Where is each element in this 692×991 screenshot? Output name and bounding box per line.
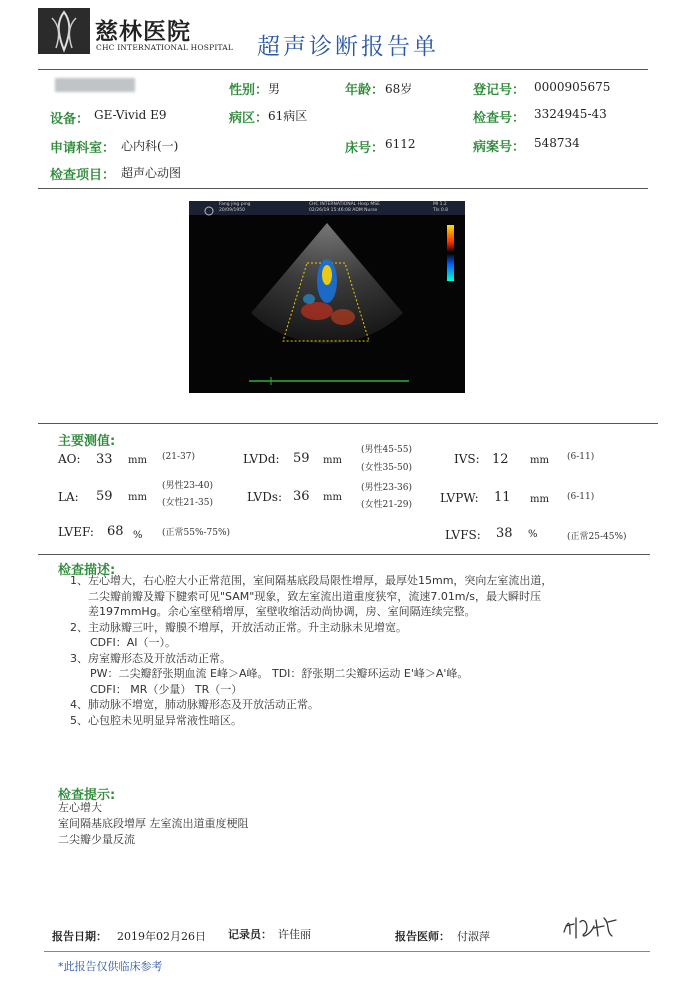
description-line: 1、左心增大，右心腔大小正常范围，室间隔基底段局限性增厚，最厚处15mm，突向左室流出道， bbox=[70, 574, 553, 587]
lvdd-value: 59 bbox=[293, 451, 310, 466]
doctor-value: 付淑萍 bbox=[457, 930, 490, 943]
lvfs-range: (正常25-45%) bbox=[567, 532, 627, 542]
lvds-value: 36 bbox=[293, 489, 310, 504]
reg-value: 0000905675 bbox=[534, 80, 611, 94]
ao-range: (21-37) bbox=[162, 452, 195, 462]
ivs-label: IVS: bbox=[454, 452, 480, 466]
lvpw-value: 11 bbox=[494, 490, 511, 505]
lvds-range-male: (男性23-36) bbox=[361, 483, 412, 493]
ivs-value: 12 bbox=[492, 452, 509, 467]
item-value: 超声心动图 bbox=[121, 166, 182, 180]
hospital-name: 慈林医院 bbox=[95, 18, 191, 45]
us-date-text: 02/26/19 15:46:08 ADM Nurse bbox=[309, 208, 378, 213]
reg-label: 登记号： bbox=[473, 83, 526, 98]
gender-label: 性别： bbox=[229, 83, 269, 98]
recorder-value: 许佳丽 bbox=[278, 928, 311, 941]
lvds-unit: mm bbox=[323, 492, 342, 503]
description-title: 检查描述: bbox=[58, 563, 116, 578]
lvdd-range-male: (男性45-55) bbox=[361, 445, 412, 455]
report-date-value: 2019年02月26日 bbox=[117, 930, 206, 943]
exam-no-label: 检查号： bbox=[473, 111, 526, 126]
la-unit: mm bbox=[128, 492, 147, 503]
lvfs-value: 38 bbox=[496, 526, 513, 541]
us-mi-text: MI 1.2 bbox=[433, 202, 447, 207]
lvpw-range: (6-11) bbox=[567, 492, 595, 502]
us-tis-text: TIs 0.8 bbox=[433, 208, 449, 213]
lvdd-unit: mm bbox=[323, 455, 342, 466]
lvdd-label: LVDd: bbox=[243, 452, 280, 466]
age-label: 年龄： bbox=[345, 83, 385, 98]
lvds-label: LVDs: bbox=[247, 490, 283, 504]
lvds-range-female: (女性21-29) bbox=[361, 500, 412, 510]
description-line: 2、主动脉瓣三叶，瓣膜不增厚，开放活动正常。升主动脉未见增宽。 bbox=[70, 620, 407, 634]
description-line: 二尖瓣前瓣及瓣下腱索可见"SAM"现象，致左室流出道重度狭窄，流速7.01m/s，最大瞬时压 bbox=[88, 589, 541, 603]
conclusion-body bbox=[58, 800, 249, 848]
exam-no-value: 3324945-43 bbox=[534, 107, 607, 121]
hospital-name-en: CHC INTERNATIONAL HOSPITAL bbox=[96, 43, 234, 52]
logo-emblem-icon bbox=[38, 8, 90, 54]
dept-label: 申请科室： bbox=[50, 141, 116, 156]
device-label: 设备： bbox=[50, 112, 90, 127]
lvef-range: (正常55%-75%) bbox=[162, 528, 231, 538]
us-patient-text: Fang jing ping bbox=[219, 202, 251, 207]
device-value: GE-Vivid E9 bbox=[94, 108, 167, 122]
hospital-logo bbox=[38, 8, 90, 54]
description-line: CDFI： MR（少量） TR（一） bbox=[90, 682, 243, 696]
la-range-female: (女性21-35) bbox=[162, 498, 213, 508]
lvpw-unit: mm bbox=[530, 494, 549, 505]
conclusion-line: 左心增大 bbox=[58, 801, 102, 814]
bed-label: 床号： bbox=[345, 141, 385, 156]
conclusion-title: 检查提示: bbox=[58, 788, 116, 803]
lvfs-label: LVFS: bbox=[445, 528, 481, 542]
dept-value: 心内科(一) bbox=[121, 139, 179, 153]
ward-label: 病区： bbox=[229, 111, 269, 126]
doctor-signature bbox=[560, 912, 620, 942]
lvef-label: LVEF: bbox=[58, 525, 94, 539]
age-value: 68岁 bbox=[385, 82, 413, 96]
report-date-label: 报告日期： bbox=[52, 930, 107, 943]
bed-value: 6112 bbox=[385, 137, 416, 151]
lvpw-label: LVPW: bbox=[440, 491, 479, 505]
description-body bbox=[62, 573, 652, 728]
report-title: 超声诊断报告单 bbox=[257, 34, 439, 60]
case-label: 病案号： bbox=[473, 140, 526, 155]
ao-value: 33 bbox=[96, 452, 113, 467]
conclusion-line: 二尖瓣少量反流 bbox=[58, 833, 135, 846]
recorder-label: 记录员： bbox=[228, 928, 272, 941]
description-line: 4、肺动脉不增宽，肺动脉瓣形态及开放活动正常。 bbox=[70, 698, 319, 711]
us-dob-text: 20/09/1950 bbox=[219, 208, 245, 213]
doctor-label: 报告医师： bbox=[395, 930, 450, 943]
lvef-unit: % bbox=[133, 530, 143, 541]
lvef-value: 68 bbox=[107, 524, 124, 539]
la-value: 59 bbox=[96, 489, 113, 504]
lvfs-unit: % bbox=[528, 529, 538, 540]
ao-label: AO: bbox=[58, 452, 81, 466]
description-line: 3、房室瓣形态及开放活动正常。 bbox=[70, 651, 231, 665]
footer-note: *此报告仅供临床参考 bbox=[58, 960, 163, 973]
lvdd-range-female: (女性35-50) bbox=[361, 463, 412, 473]
description-line: PW：二尖瓣舒张期血流 E峰＞A峰。 TDI：舒张期二尖瓣环运动 E'峰＞A'峰。 bbox=[90, 667, 469, 680]
case-value: 548734 bbox=[534, 136, 580, 150]
la-label: LA: bbox=[58, 490, 79, 504]
conclusion-line: 室间隔基底段增厚 左室流出道重度梗阻 bbox=[58, 817, 249, 830]
ivs-unit: mm bbox=[530, 455, 549, 466]
description-line: 5、心包腔未见明显异常液性暗区。 bbox=[70, 713, 242, 727]
ward-value: 61病区 bbox=[268, 109, 308, 123]
measurements-title: 主要测值: bbox=[58, 434, 116, 449]
us-hospital-text: CHC INTERNATIONAL Hosp MSE bbox=[309, 202, 380, 207]
ultrasound-image bbox=[189, 201, 465, 393]
item-label: 检查项目： bbox=[50, 168, 116, 183]
la-range-male: (男性23-40) bbox=[162, 481, 213, 491]
patient-name-redacted bbox=[55, 78, 135, 92]
ivs-range: (6-11) bbox=[567, 452, 595, 462]
ao-unit: mm bbox=[128, 455, 147, 466]
description-line: 差197mmHg。余心室壁稍增厚，室壁收缩活动尚协调，房、室间隔连续完整。 bbox=[88, 605, 476, 618]
gender-value: 男 bbox=[268, 82, 281, 96]
description-line: CDFI：AI（一）。 bbox=[90, 636, 176, 649]
